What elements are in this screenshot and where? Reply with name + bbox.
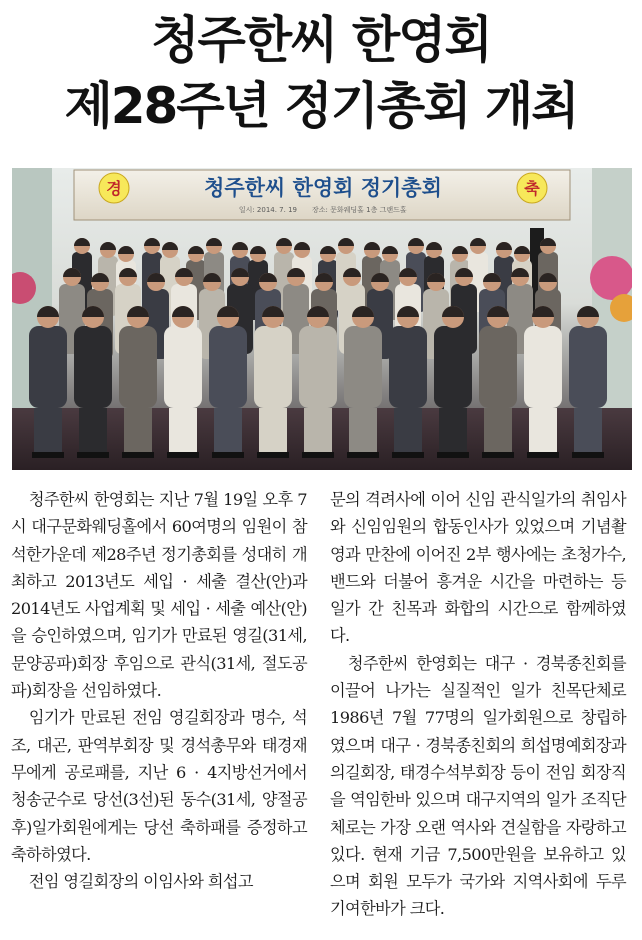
article-paragraph: 청주한씨 한영회는 지난 7월 19일 오후 7시 대구문화웨딩홀에서 60여명의 임원이 참석한가운데 제28주년 정기총회를 성대히 개최하고 2013년도 세입 · 세출 결산(안)과 2014년도 사업계획 및 세입 · 세출 예산(안)을 승인하였으며, 임기가 만료된 영길(31세, 문양공파)회장 후임으로 관식(31세, 절도공파)회장을 선임하였다. bbox=[11, 490, 307, 701]
article-column-right bbox=[330, 486, 626, 923]
headline-line-2: 제28주년 정기총회 개최 bbox=[64, 77, 578, 135]
banner-left-badge: 경 bbox=[106, 179, 122, 198]
article-paragraph: 문의 격려사에 이어 신임 관식일가의 취임사와 신임임원의 합동인사가 있었으며 기념촬영과 만찬에 이어진 2부 행사에는 초청가수, 밴드와 더불어 흥겨운 시간을 마련하는 등 일가 간 친목과 화합의 시간으로 함께하였다. bbox=[330, 490, 626, 646]
banner-place: 장소: 문화웨딩홀 1층 그랜드홀 bbox=[312, 206, 407, 214]
event-banner bbox=[74, 170, 570, 220]
group-photo bbox=[12, 168, 632, 470]
banner-right-badge: 축 bbox=[524, 179, 540, 198]
article-paragraph: 전임 영길회장의 이임사와 희섭고 bbox=[28, 872, 253, 892]
article-paragraph: 임기가 만료된 전임 영길회장과 명수, 석조, 대곤, 판역부회장 및 경석총무와 태경재무에게 공로패를, 지난 6 · 4지방선거에서 청송군수로 당선(3선)된 동수(31세, 양절공 후)일가회원에게는 당선 축하패를 증정하고 축하하였다. bbox=[11, 708, 307, 864]
headline-line-1: 청주한씨 한영회 bbox=[151, 11, 491, 69]
article-column-left bbox=[11, 486, 307, 895]
flower-arrangement bbox=[590, 256, 632, 300]
article-paragraph: 청주한씨 한영회는 대구 · 경북종친회를 이끌어 나가는 실질적인 일가 친목단체로 1986년 7월 77명의 일가회원으로 창립하였으며 대구 · 경북종친회의 희섭명예회장과 의길회장, 태경수석부회장 등이 전임 회장직을 역임한바 있으며 대구지역의 일가 조직단체로는 가장 오랜 역사와 견실함을 자랑하고 있다. 현재 기금 7,500만원을 보유하고 있으며 회원 모두가 국가와 지역사회에 두루 기여한바가 크다. bbox=[330, 653, 626, 919]
banner-title: 청주한씨 한영회 정기총회 bbox=[204, 175, 442, 200]
banner-date: 일시: 2014. 7. 19 bbox=[238, 206, 297, 214]
